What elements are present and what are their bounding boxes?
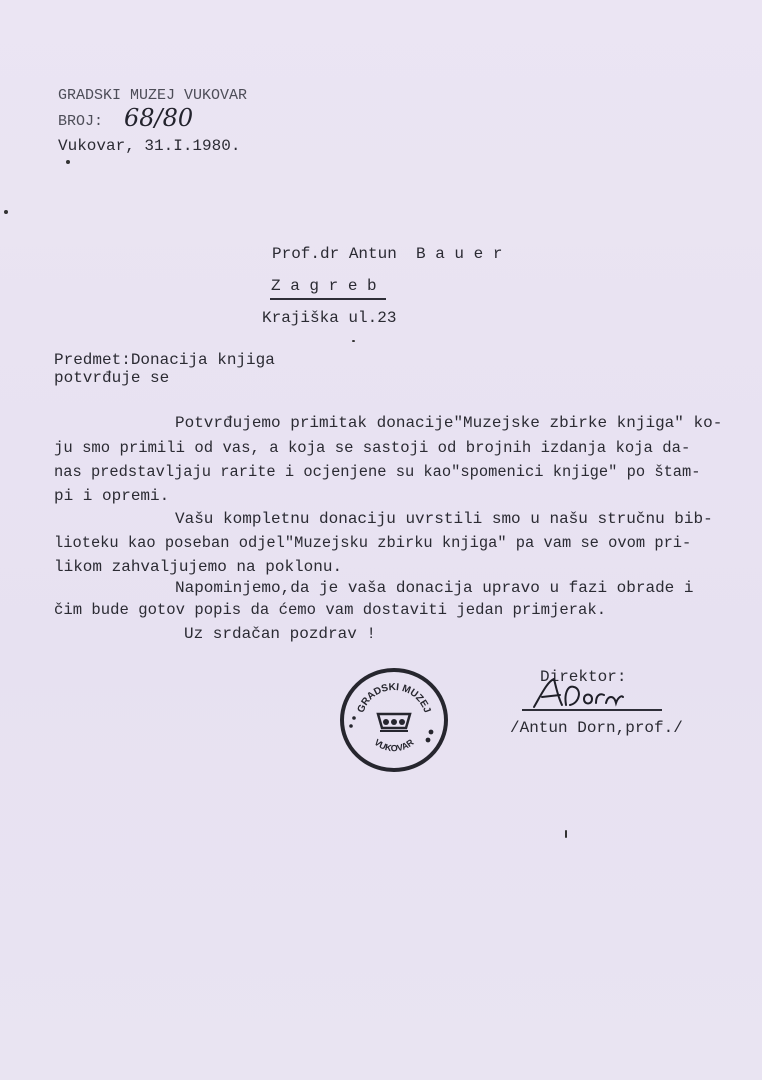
number-label: BROJ: bbox=[58, 113, 104, 130]
paragraph-3-line-1: Napominjemo,da je vaša donacija upravo u fazi obrade i bbox=[175, 579, 694, 597]
handwritten-signature bbox=[528, 673, 624, 713]
recipient-street: Krajiška ul.23 bbox=[262, 309, 397, 327]
svg-text:VUKOVAR bbox=[372, 737, 416, 754]
recipient-name: Prof.dr Antun B a u e r bbox=[272, 245, 503, 263]
paper-speck bbox=[352, 340, 355, 342]
place-date: Vukovar, 31.I.1980. bbox=[58, 137, 241, 155]
stamp-bottom-text: VUKOVAR bbox=[372, 737, 416, 754]
director-label: Direktor: bbox=[540, 668, 627, 686]
paper-speck bbox=[4, 210, 8, 214]
svg-text:GRADSKI MUZEJ bbox=[356, 682, 433, 715]
stamp-emblem-icon bbox=[378, 714, 410, 731]
city-underline bbox=[270, 298, 386, 300]
paragraph-1-line-4: pi i opremi. bbox=[54, 487, 170, 505]
paragraph-3-line-2: čim bude gotov popis da ćemo vam dostaviti jedan primjerak. bbox=[54, 601, 607, 619]
signature-line bbox=[522, 709, 662, 711]
museum-stamp bbox=[338, 666, 450, 774]
stamp-top-text: GRADSKI MUZEJ bbox=[355, 681, 433, 715]
paragraph-2-line-3: likom zahvaljujemo na poklonu. bbox=[54, 558, 343, 576]
subject-line-1: Predmet:Donacija knjiga bbox=[54, 351, 275, 369]
institution-name: GRADSKI MUZEJ VUKOVAR bbox=[58, 87, 248, 104]
paragraph-1-line-1: Potvrđujemo primitak donacije"Muzejske zbirke knjiga" ko- bbox=[175, 414, 723, 432]
paper-speck bbox=[565, 830, 567, 838]
signatory-name: /Antun Dorn,prof./ bbox=[510, 719, 683, 737]
recipient-city: Z a g r e b bbox=[271, 277, 377, 295]
paragraph-2-line-2: lioteku kao poseban odjel"Muzejsku zbirku knjiga" pa vam se ovom pri- bbox=[54, 534, 692, 552]
closing-greeting: Uz srdačan pozdrav ! bbox=[184, 625, 377, 643]
paragraph-2-line-1: Vašu kompletnu donaciju uvrstili smo u našu stručnu bib- bbox=[175, 510, 713, 528]
number-value: 68/80 bbox=[124, 104, 194, 132]
paper-speck bbox=[66, 160, 70, 164]
paragraph-1-line-3: nas predstavljaju rarite i ocjenjene su kao"spomenici knjige" po štam- bbox=[54, 463, 701, 481]
paragraph-1-line-2: ju smo primili od vas, a koja se sastoji od brojnih izdanja koja da- bbox=[54, 439, 691, 457]
subject-line-2: potvrđuje se bbox=[54, 369, 170, 387]
